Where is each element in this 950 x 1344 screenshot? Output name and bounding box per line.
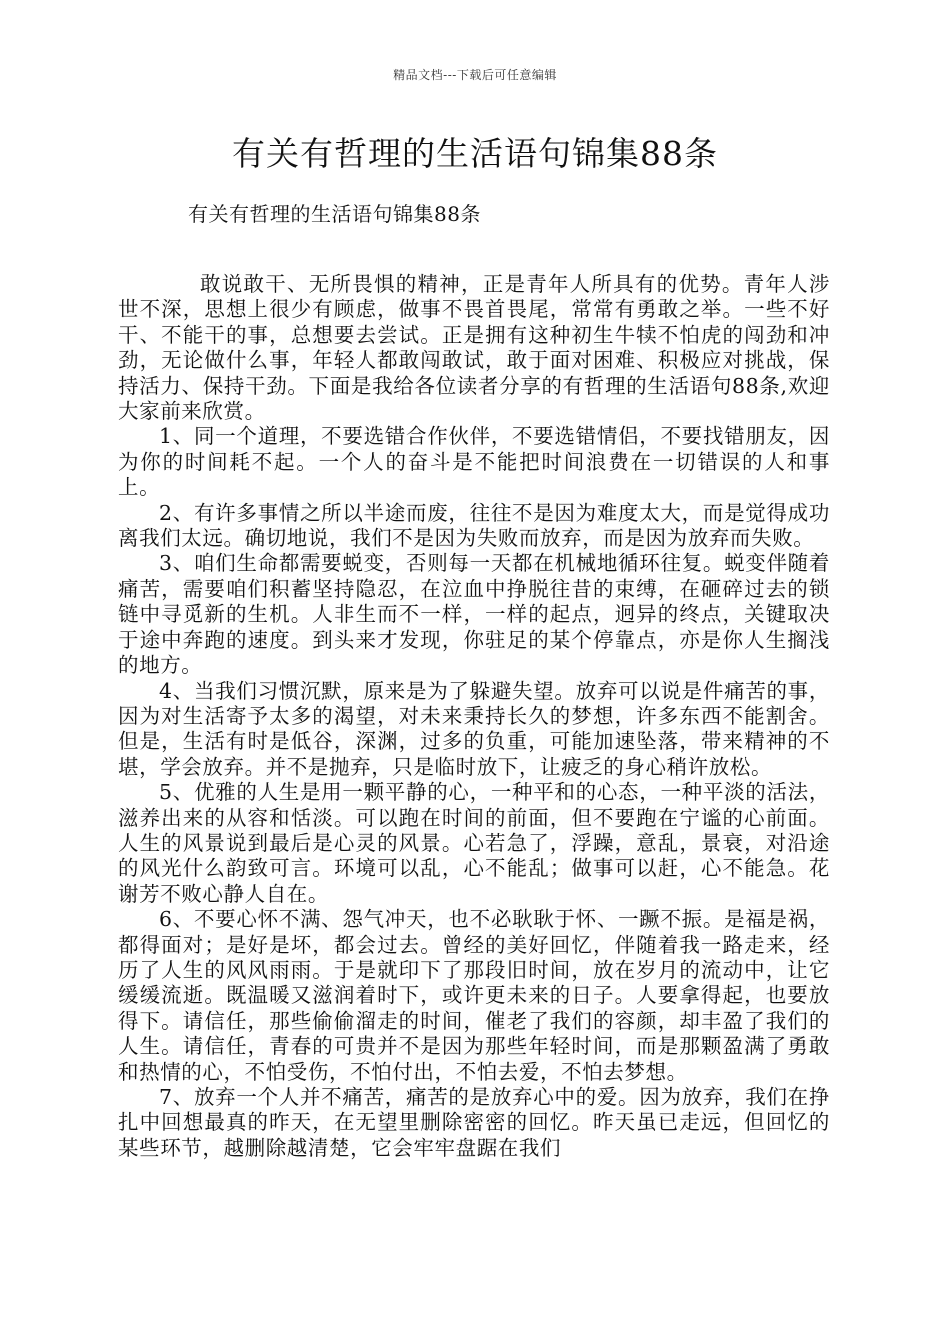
paragraph-7: 7、放弃一个人并不痛苦，痛苦的是放弃心中的爱。因为放弃，我们在挣扎中回想最真的昨天，在无望里删除密密的回忆。昨天虽已走远，但回忆的某些环节，越删除越清楚，它会牢牢盘踞在我们 (118, 1085, 830, 1160)
intro-paragraph: 敢说敢干、无所畏惧的精神，正是青年人所具有的优势。青年人涉世不深，思想上很少有顾虑，做事不畏首畏尾，常常有勇敢之举。一些不好干、不能干的事，总想要去尝试。正是拥有这种初生牛犊不怕虎的闯劲和冲劲，无论做什么事，年轻人都敢闯敢试，敢于面对困难、积极应对挑战，保持活力、保持干劲。下面是我给各位读者分享的有哲理的生活语句88条,欢迎大家前来欣赏。 (118, 272, 830, 424)
document-subtitle: 有关有哲理的生活语句锦集88条 (188, 202, 481, 226)
paragraph-3: 3、咱们生命都需要蜕变，否则每一天都在机械地循环往复。蜕变伴随着痛苦，需要咱们积蓄坚持隐忍，在泣血中挣脱往昔的束缚，在砸碎过去的锁链中寻觅新的生机。人非生而不一样，一样的起点，迥异的终点，关键取决于途中奔跑的速度。到头来才发现，你驻足的某个停靠点，亦是你人生搁浅的地方。 (118, 551, 830, 678)
paragraph-2: 2、有许多事情之所以半途而废，往往不是因为难度太大，而是觉得成功离我们太远。确切地说，我们不是因为失败而放弃，而是因为放弃而失败。 (118, 500, 830, 551)
paragraph-4: 4、当我们习惯沉默，原来是为了躲避失望。放弃可以说是件痛苦的事，因为对生活寄予太多的渴望，对未来秉持长久的梦想，许多东西不能割舍。但是，生活有时是低谷，深渊，过多的负重，可能加速坠落，带来精神的不堪，学会放弃。并不是抛弃，只是临时放下，让疲乏的身心稍许放松。 (118, 678, 830, 779)
header-note: 精品文档---下载后可任意编辑 (393, 68, 557, 82)
document-title: 有关有哲理的生活语句锦集88条 (232, 134, 718, 173)
document-body (118, 272, 830, 1161)
paragraph-1: 1、同一个道理，不要选错合作伙伴，不要选错情侣，不要找错朋友，因为你的时间耗不起。一个人的奋斗是不能把时间浪费在一切错误的人和事上。 (118, 424, 830, 500)
paragraph-5: 5、优雅的人生是用一颗平静的心，一种平和的心态，一种平淡的活法，滋养出来的从容和恬淡。可以跑在时间的前面，但不要跑在宁谧的心前面。人生的风景说到最后是心灵的风景。心若急了，浮躁，意乱，景衰，对沿途的风光什么韵致可言。环境可以乱，心不能乱；做事可以赶，心不能急。花谢芳不败心静人自在。 (118, 780, 830, 906)
paragraph-6: 6、不要心怀不满、怨气冲天，也不必耿耿于怀、一蹶不振。是福是祸，都得面对；是好是坏，都会过去。曾经的美好回忆，伴随着我一路走来，经历了人生的风风雨雨。于是就印下了那段旧时间，放在岁月的流动中，让它缓缓流逝。既温暖又滋润着时下，或许更未来的日子。人要拿得起，也要放得下。请信任，那些偷偷溜走的时间，催老了我们的容颜，却丰盈了我们的人生。请信任，青春的可贵并不是因为那些年轻时间，而是那颗盈满了勇敢和热情的心，不怕受伤，不怕付出，不怕去爱，不怕去梦想。 (118, 907, 830, 1084)
